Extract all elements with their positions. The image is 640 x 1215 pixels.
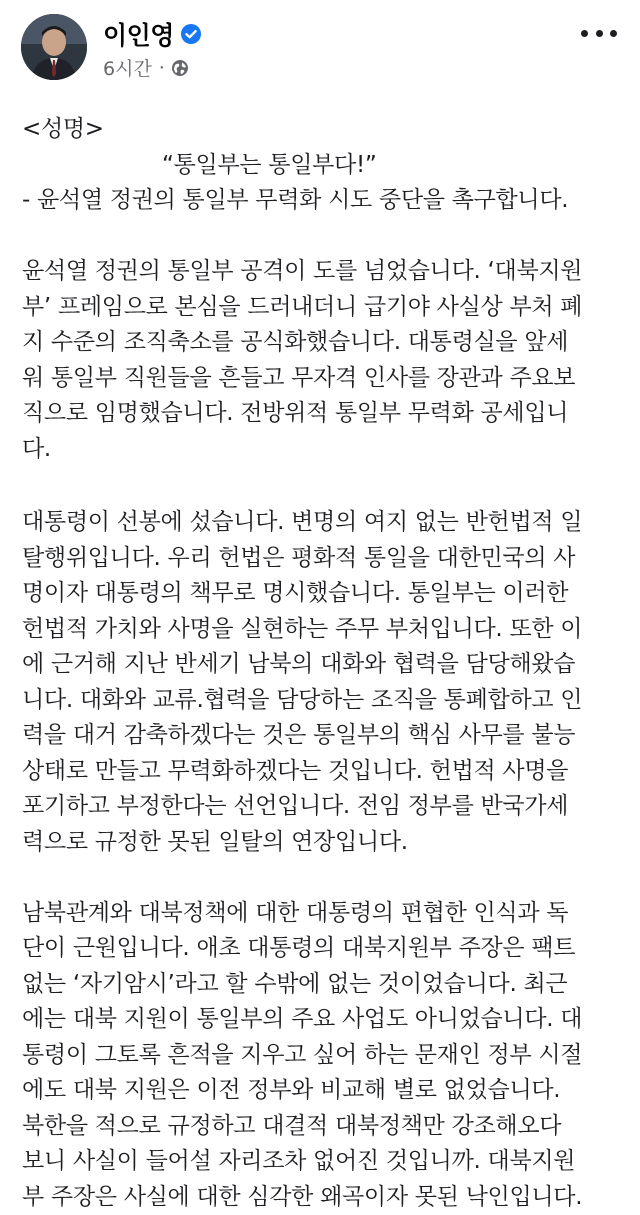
meta-separator: · [159, 57, 165, 79]
text-line: 에는 대북 지원이 통일부의 주요 사업도 아니었습니다. 대 [22, 1002, 622, 1038]
paragraph-3 [22, 896, 622, 1215]
text-line: 단이 근원입니다. 애초 대통령의 대북지원부 주장은 팩트 [22, 931, 622, 967]
statement-title: “통일부는 통일부다!” [22, 148, 622, 184]
text-line: 탈행위입니다. 우리 헌법은 평화적 통일을 대한민국의 사 [22, 541, 622, 577]
avatar[interactable] [21, 14, 87, 80]
text-line: 워 통일부 직원들을 흔들고 무자격 인사를 장관과 주요보 [22, 361, 622, 397]
post-header [0, 0, 640, 95]
text-line: 포기하고 부정한다는 선언입니다. 전임 정부를 반국가세 [22, 789, 622, 825]
text-line: 력으로 규정한 못된 일탈의 연장입니다. [22, 825, 622, 861]
text-line: 부 주장은 사실에 대한 심각한 왜곡이자 못된 낙인입니다. [22, 1180, 622, 1215]
text-line: 북한을 적으로 규정하고 대결적 대북정책만 강조해오다 [22, 1109, 622, 1145]
author-row [103, 16, 202, 52]
text-line: 남북관계와 대북정책에 대한 대통령의 편협한 인식과 독 [22, 896, 622, 932]
more-dot [596, 30, 603, 37]
more-options-icon[interactable] [581, 26, 617, 40]
text-line: 없는 ‘자기암시’라고 할 수밖에 없는 것이었습니다. 최근 [22, 967, 622, 1003]
post-body [22, 112, 622, 1215]
text-line: 통령이 그토록 흔적을 지우고 싶어 하는 문재인 정부 시절 [22, 1038, 622, 1074]
text-line: 부’ 프레임으로 본심을 드러내더니 급기야 사실상 부처 폐 [22, 290, 622, 326]
text-line: 다. [22, 432, 622, 468]
paragraph-2 [22, 505, 622, 860]
text-line: 직으로 임명했습니다. 전방위적 통일부 무력화 공세입니 [22, 396, 622, 432]
paragraph-gap [22, 219, 622, 255]
text-line: 보니 사실이 들어설 자리조차 없어진 것입니까. 대북지원 [22, 1144, 622, 1180]
paragraph-1 [22, 254, 622, 467]
post-timestamp[interactable]: 6시간 [103, 54, 152, 81]
text-line: 력을 대거 감축하겠다는 것은 통일부의 핵심 사무를 불능 [22, 718, 622, 754]
globe-icon[interactable] [171, 59, 189, 77]
avatar-photo [21, 14, 87, 80]
verified-badge-icon [180, 23, 202, 45]
text-line: 윤석열 정권의 통일부 공격이 도를 넘었습니다. ‘대북지원 [22, 254, 622, 290]
text-line: 대통령이 선봉에 섰습니다. 변명의 여지 없는 반헌법적 일 [22, 505, 622, 541]
statement-subtitle: - 윤석열 정권의 통일부 무력화 시도 중단을 촉구합니다. [22, 183, 622, 219]
more-dot [610, 30, 617, 37]
text-line: 니다. 대화와 교류.협력을 담당하는 조직을 통폐합하고 인 [22, 683, 622, 719]
statement-heading: <성명> [22, 112, 622, 148]
text-line: 에도 대북 지원은 이전 정부와 비교해 별로 없었습니다. [22, 1073, 622, 1109]
text-line: 상태로 만들고 무력화하겠다는 것입니다. 헌법적 사명을 [22, 754, 622, 790]
text-line: 지 수준의 조직축소를 공식화했습니다. 대통령실을 앞세 [22, 325, 622, 361]
post-meta [103, 54, 189, 81]
more-dot [581, 30, 588, 37]
author-name[interactable]: 이인영 [103, 16, 174, 52]
text-line: 에 근거해 지난 반세기 남북의 대화와 협력을 담당해왔습 [22, 647, 622, 683]
text-line: 헌법적 가치와 사명을 실현하는 주무 부처입니다. 또한 이 [22, 612, 622, 648]
paragraph-gap [22, 467, 622, 505]
paragraph-gap [22, 860, 622, 896]
text-line: 명이자 대통령의 책무로 명시했습니다. 통일부는 이러한 [22, 576, 622, 612]
